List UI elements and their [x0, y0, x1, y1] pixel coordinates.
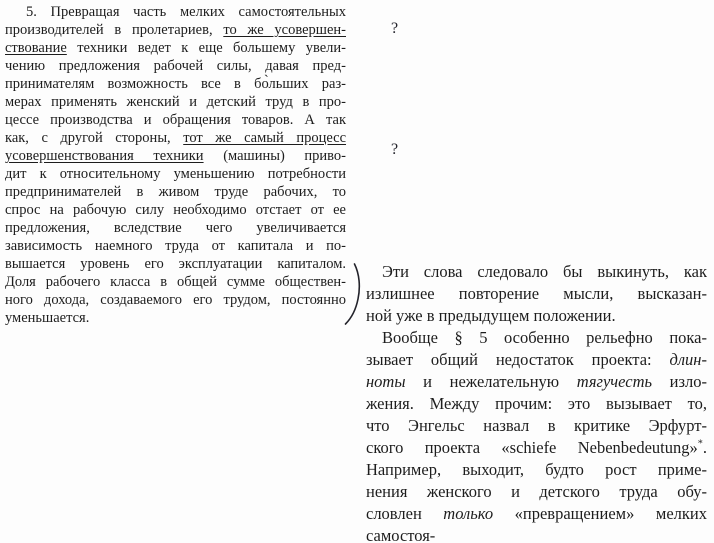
text-line	[366, 437, 707, 459]
text-segment: тягучесть	[576, 372, 653, 391]
text-line	[366, 393, 707, 415]
text-line	[5, 21, 346, 39]
text-segment: только	[443, 504, 494, 523]
text-segment: .	[702, 438, 707, 457]
margin-paren-mark-icon	[344, 263, 362, 325]
text-line	[366, 371, 707, 393]
text-line	[366, 305, 707, 327]
text-line	[5, 291, 346, 309]
text-segment: изло-	[652, 372, 707, 391]
text-segment: техники ведет к еще большему увели-	[66, 40, 346, 56]
text-line	[366, 283, 707, 305]
right-column-commentary-text	[366, 261, 707, 543]
text-line	[5, 237, 346, 255]
text-segment: производителей в пролетариев,	[5, 22, 224, 38]
text-segment: Доля рабочего класса в общей сумме обществен-	[5, 274, 346, 290]
text-segment: ского проекта «schiefe Nebenbedeutung»	[366, 438, 698, 457]
text-segment: уменьшается.	[5, 310, 90, 326]
text-segment: спрос на рабочую силу необходимо отстает от ее	[5, 202, 346, 218]
text-segment: жения. Между прочим: это вызывает то,	[366, 394, 707, 413]
text-segment: нения женского и детского труда обу-	[366, 482, 707, 501]
text-line	[5, 129, 346, 147]
text-line	[366, 327, 707, 349]
left-column-program-text	[5, 3, 346, 327]
margin-question-mark-middle: ?	[391, 141, 399, 158]
text-segment: чению предложения рабочей силы, давая пред-	[5, 58, 346, 74]
text-line	[5, 219, 346, 237]
text-line	[5, 39, 346, 57]
text-segment: длин-	[669, 350, 707, 369]
text-segment: вышается уровень его эксплуатации капиталом.	[5, 256, 346, 272]
text-segment: предпринимателей в живом труде рабочих, то	[5, 184, 346, 200]
text-segment: (машины) приво-	[203, 148, 346, 164]
text-line	[366, 415, 707, 437]
text-segment: самостоя-	[366, 526, 436, 543]
text-line	[5, 165, 346, 183]
text-segment: ного дохода, создаваемого его трудом, постоянно	[5, 292, 346, 308]
text-line	[5, 93, 346, 111]
text-line	[366, 261, 707, 283]
text-segment: цессе производства и обращения товаров. А так	[5, 112, 346, 128]
text-segment: тот же самый процесс	[183, 130, 347, 146]
text-segment: 5. Превращая часть мелких самостоятельных	[26, 4, 346, 20]
text-line	[5, 255, 346, 273]
margin-question-mark-top: ?	[391, 20, 399, 37]
text-segment: «превращением» мелких	[493, 504, 707, 523]
text-segment: ной уже в предыдущем положении.	[366, 306, 616, 325]
text-segment: то же усовершен-	[223, 22, 346, 38]
text-line	[366, 459, 707, 481]
text-segment: излишнее повторение мысли, высказан-	[366, 284, 707, 303]
text-segment: Например, выходит, будто рост приме-	[366, 460, 707, 479]
text-segment: словлен	[366, 504, 444, 523]
text-line	[5, 183, 346, 201]
text-line	[5, 309, 346, 327]
text-line	[5, 201, 346, 219]
text-segment: ствование	[5, 40, 67, 56]
text-segment: предложения, вследствие чего увеличивается	[5, 220, 346, 236]
text-segment: и нежелательную	[405, 372, 577, 391]
text-segment: *	[697, 438, 703, 450]
text-segment: ноты	[366, 372, 406, 391]
text-line	[366, 525, 707, 543]
text-segment: зывает общий недостаток проекта:	[366, 350, 670, 369]
text-segment: что Энгельс назвал в критике Эрфурт-	[366, 416, 707, 435]
text-segment: принимателям возможность все в бо̀льших раз-	[5, 76, 346, 92]
text-segment: усовершенствования техники	[5, 148, 204, 164]
text-segment: дит к относительному уменьшению потребности	[5, 166, 346, 182]
text-line	[5, 75, 346, 93]
text-segment: Эти слова следовало бы выкинуть, как	[382, 262, 707, 281]
text-line	[5, 111, 346, 129]
text-line	[5, 57, 346, 75]
text-line	[5, 147, 346, 165]
text-segment: мерах применять женский и детский труд в про-	[5, 94, 346, 110]
text-segment: как, с другой стороны,	[5, 130, 184, 146]
text-line	[366, 349, 707, 371]
text-line	[366, 481, 707, 503]
text-segment: зависимость наемного труда от капитала и по-	[5, 238, 346, 254]
text-line	[5, 273, 346, 291]
text-line	[5, 3, 346, 21]
text-line	[366, 503, 707, 525]
text-segment: Вообще § 5 особенно рельефно пока-	[382, 328, 707, 347]
